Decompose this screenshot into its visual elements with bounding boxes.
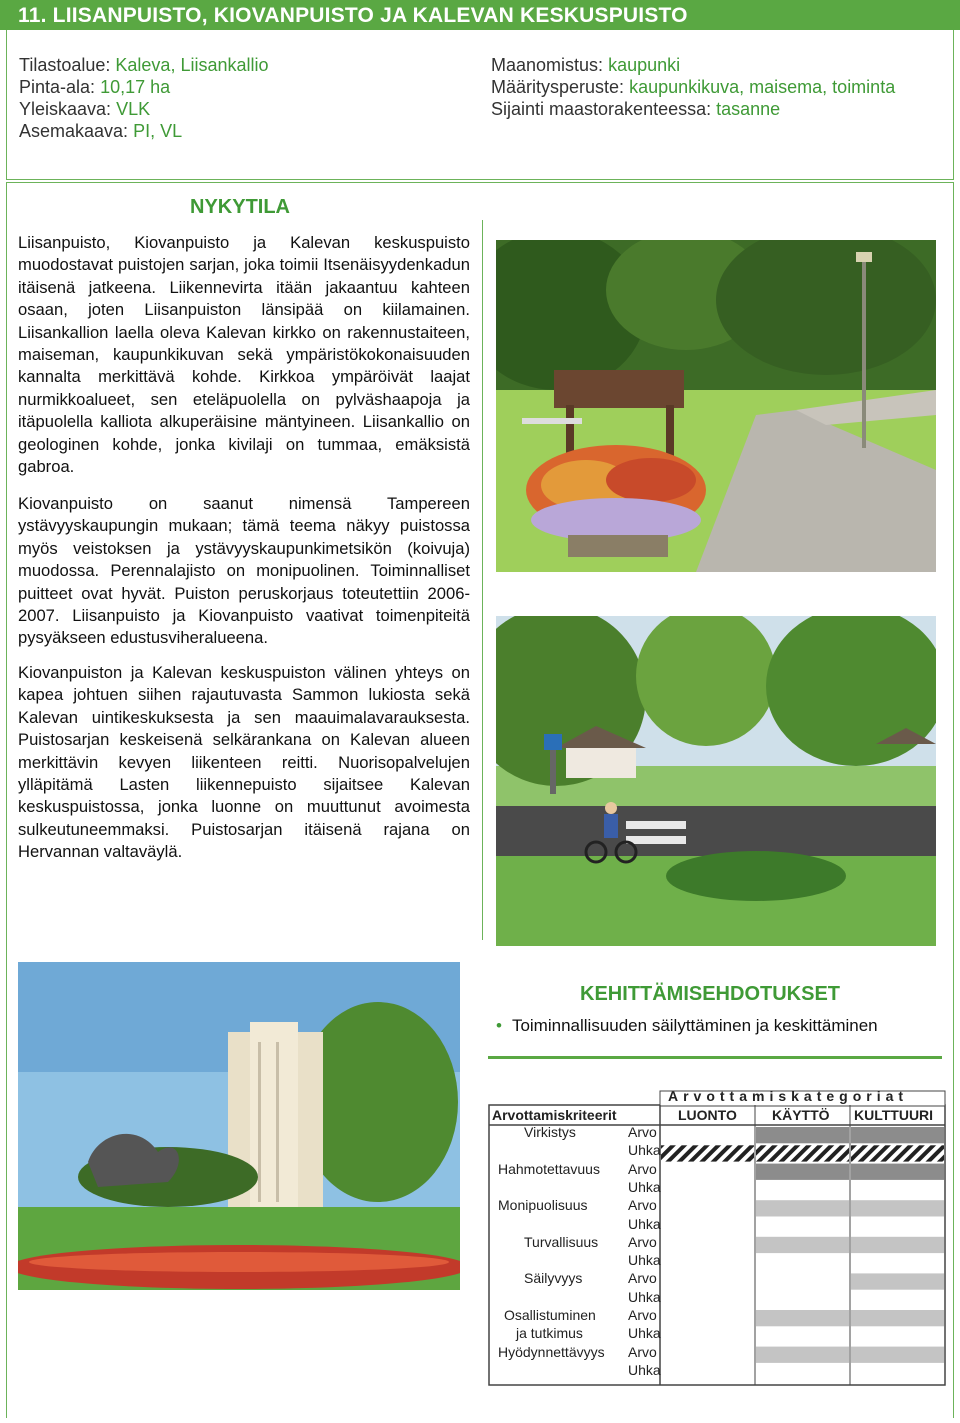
criterion-sub-uhka: Uhka: [628, 1288, 661, 1305]
info-box: [6, 30, 954, 180]
info-maanomistus: Maanomistus: kaupunki: [491, 55, 681, 75]
criterion-sub-uhka: Uhka: [628, 1178, 661, 1195]
criterion-name: Monipuolisuus: [498, 1197, 588, 1214]
criterion-sub-arvo: Arvo: [628, 1343, 657, 1360]
criterion-name: Osallistuminen: [504, 1307, 596, 1323]
info-pinta-ala: Pinta-ala: 10,17 ha: [19, 77, 171, 97]
criterion-sub-uhka: Uhka: [628, 1325, 661, 1342]
rating-cell-light: [851, 1273, 944, 1289]
criterion-sub-arvo: Arvo: [628, 1233, 657, 1250]
criterion-sub-arvo: Arvo: [628, 1160, 657, 1177]
criterion-sub-uhka: Uhka: [628, 1215, 661, 1232]
kehittamis-item: • Toiminnallisuuden säilyttäminen ja keskittäminen: [496, 1016, 878, 1035]
rating-cell-light: [756, 1200, 849, 1216]
rating-cell-hatch: [851, 1145, 944, 1161]
nykytila-heading: NYKYTILA: [190, 196, 290, 218]
rating-cell-dark: [851, 1164, 944, 1180]
criterion-sub-uhka: Uhka: [628, 1361, 661, 1378]
criterion-sub-arvo: Arvo: [628, 1270, 657, 1287]
rating-cell-hatch: [756, 1145, 849, 1161]
criterion-name: Virkistys: [524, 1124, 576, 1140]
rating-cell-light: [756, 1310, 849, 1326]
title-bar: [0, 0, 960, 30]
criterion-sub-uhka: Uhka: [628, 1252, 661, 1269]
criterion-sub-arvo: Arvo: [628, 1197, 657, 1214]
criterion-sub-arvo: Arvo: [628, 1124, 657, 1140]
traffic-park-photo: [496, 616, 936, 946]
rating-cell-dark: [851, 1127, 944, 1143]
rating-cell-hatch: [661, 1145, 754, 1161]
category-header: Arvottamiskategoriat: [668, 1088, 909, 1104]
rating-cell-light: [756, 1237, 849, 1253]
kehittamis-rule: [488, 1056, 942, 1059]
kaleva-church-photo: [18, 962, 460, 1290]
bullet-icon: •: [496, 1016, 502, 1035]
nykytila-paragraph-1: Liisanpuisto, Kiovanpuisto ja Kalevan keskuspuisto muodostavat puistojen sarjan, joka toimii Itsenäisyydenkadun itäisenä jatkeena. Liikennevirta itään jakaantuu kahteen osaan, joten Liisanpuiston länsipää on kiilamainen. Liisankallion laella oleva Kalevan kirkko on rakennustaiteen, maiseman, kaupunkikuvan sekä ympäristökokonaisuuden kannalta merkittävä kohde. Kirkkoa ympäröivät laajat nurmikkoalueet, sen eteläpuolella on pylväshaapoja ja itäpuolella kalliota alkuperäisine mäntyineen. Liisankallio on geologinen kohde, jonka kivilaji on tummaa, emäksistä gabroa.: [18, 233, 470, 477]
criterion-name: Turvallisuus: [524, 1233, 599, 1250]
info-asemakaava: Asemakaava: PI, VL: [19, 121, 183, 141]
info-yleiskaava: Yleiskaava: VLK: [19, 99, 151, 119]
criteria-header: Arvottamiskriteerit: [492, 1107, 617, 1123]
column-kulttuuri: KULTTUURI: [854, 1107, 934, 1123]
rating-cell-light: [851, 1237, 944, 1253]
nykytila-paragraph-3: Kiovanpuiston ja Kalevan keskuspuiston välinen yhteys on kapea johtuen siihen rajautuvasta Sammon lukiosta sekä Kalevan uintikeskuksesta ja sen maauimalavarauksesta. Puistosarjan keskeisenä selkärankana on Kalevan alueen merkittävin kevyen liikenteen reitti. Nuorisopalvelujen ylläpitämä Lasten liikennepuisto sijaitsee Kalevan keskuspuistossa, jonka luonne on muuttunut avoimesta sulkeutuneemmaksi. Puistosarjan itäisenä rajana on Hervannan valtaväylä.: [18, 663, 470, 862]
rating-cell-light: [851, 1347, 944, 1363]
column-luonto: LUONTO: [678, 1107, 737, 1123]
rating-cell-dark: [756, 1127, 849, 1143]
rating-cell-light: [851, 1310, 944, 1326]
rating-cell-light: [756, 1347, 849, 1363]
evaluation-table: [488, 1090, 946, 1386]
info-sijainti: Sijainti maastorakenteessa: tasanne: [491, 99, 781, 119]
nykytila-paragraph-2: Kiovanpuisto on saanut nimensä Tampereen ystävyyskaupungin mukaan; tämä teema näkyy puistossa myös veistoksen ja ystävyyskaupunkimetsikön (koivuja) muodossa. Perennalajisto on monipuolinen. Toiminnalliset puitteet ovat hyvät. Puiston peruskorjaus toteutettiin 2006-2007. Liisanpuisto ja Kiovanpuisto vaativat toimenpiteitä pysyäkseen edustusviheralueena.: [18, 494, 470, 648]
rating-cell-dark: [756, 1164, 849, 1180]
column-kaytto: KÄYTTÖ: [772, 1107, 830, 1123]
kehittamis-heading: KEHITTÄMISEHDOTUKSET: [580, 983, 840, 1005]
criterion-name: ja tutkimus: [516, 1325, 583, 1342]
criterion-sub-uhka: Uhka: [628, 1142, 661, 1159]
criterion-name: Säilyvyys: [524, 1270, 583, 1287]
park-path-photo: [496, 240, 936, 572]
page-title: 11. LIISANPUISTO, KIOVANPUISTO JA KALEVAN KESKUSPUISTO: [18, 4, 688, 27]
rating-cell-light: [851, 1200, 944, 1216]
criterion-sub-arvo: Arvo: [628, 1307, 657, 1323]
criterion-name: Hahmotettavuus: [498, 1160, 600, 1177]
column-divider: [482, 220, 483, 940]
criterion-name: Hyödynnettävyys: [498, 1343, 605, 1360]
info-maaritysperuste: Määritysperuste: kaupunkikuva, maisema, toiminta: [491, 77, 896, 97]
info-tilastoalue: Tilastoalue: Kaleva, Liisankallio: [19, 55, 269, 75]
